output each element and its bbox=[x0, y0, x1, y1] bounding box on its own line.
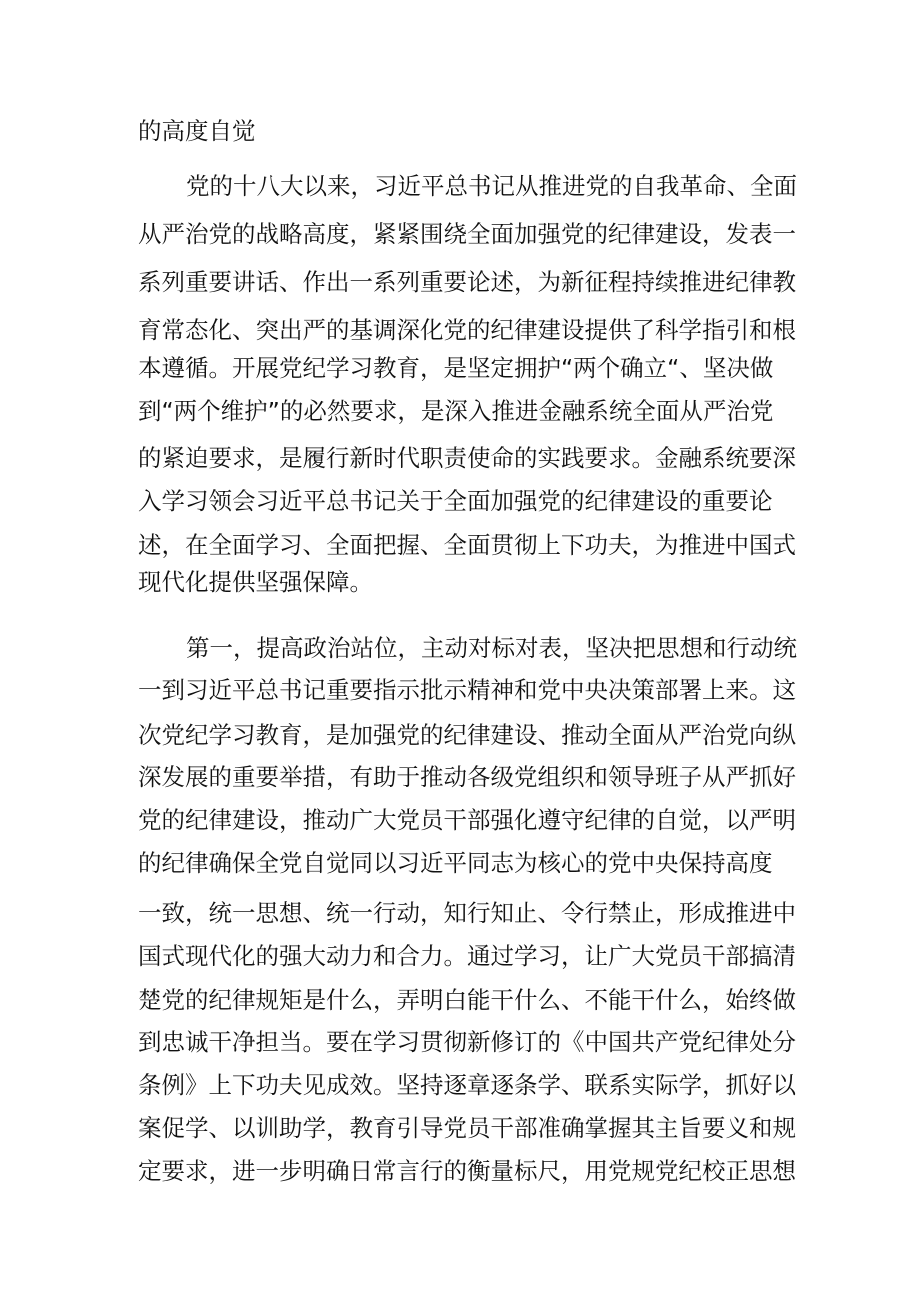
text-line: 楚党的纪律规矩是什么，弄明白能干什么、不能干什么，始终做 bbox=[138, 986, 796, 1014]
text-line: 国式现代化的强大动力和合力。通过学习，让广大党员干部搞清 bbox=[138, 942, 796, 970]
text-line: 的纪律确保全党自觉同以习近平同志为核心的党中央保持高度 bbox=[138, 849, 773, 877]
text-line: 次党纪学习教育，是加强党的纪律建设、推动全面从严治党向纵 bbox=[138, 721, 796, 749]
text-line: 系列重要讲话、作出一系列重要论述，为新征程持续推进纪律教 bbox=[138, 268, 796, 296]
text-line: 的紧迫要求，是履行新时代职责使命的实践要求。金融系统要深 bbox=[138, 444, 796, 472]
text-line: 到忠诚干净担当。要在学习贯彻新修订的《中国共产党纪律处分 bbox=[138, 1028, 796, 1056]
text-line: 到“两个维护”的必然要求，是深入推进金融系统全面从严治党 bbox=[138, 397, 774, 425]
text-line: 现代化提供坚强保障。 bbox=[138, 568, 373, 596]
text-line: 一到习近平总书记重要指示批示精神和党中央决策部署上来。这 bbox=[138, 676, 796, 704]
text-line: 本遵循。开展党纪学习教育，是坚定拥护“两个确立“、坚决做 bbox=[138, 354, 774, 382]
paragraph-1-first-line: 党的十八大以来，习近平总书记从推进党的自我革命、全面 bbox=[186, 172, 797, 200]
text-line: 从严治党的战略高度，紧紧围绕全面加强党的纪律建设，发表一 bbox=[138, 220, 796, 248]
text-line: 一致，统一思想、统一行动，知行知止、令行禁止，形成推进中 bbox=[138, 899, 796, 927]
text-line: 入学习领会习近平总书记关于全面加强党的纪律建设的重要论 bbox=[138, 487, 773, 515]
text-line: 述，在全面学习、全面把握、全面贯彻上下功夫，为推进中国式 bbox=[138, 531, 796, 559]
text-line: 育常态化、突出严的基调深化党的纪律建设提供了科学指引和根 bbox=[138, 316, 796, 344]
text-line: 的高度自觉 bbox=[138, 117, 256, 145]
text-line: 条例》上下功夫见成效。坚持逐章逐条学、联系实际学，抓好以 bbox=[138, 1071, 796, 1099]
text-line: 深发展的重要举措，有助于推动各级党组织和领导班子从严抓好 bbox=[138, 763, 796, 791]
text-line: 案促学、以训助学，教育引导党员干部准确掌握其主旨要义和规 bbox=[138, 1114, 796, 1142]
paragraph-2-first-line: 第一，提高政治站位，主动对标对表，坚决把思想和行动统 bbox=[186, 634, 797, 662]
text-line: 定要求，进一步明确日常言行的衡量标尺，用党规党纪校正思想 bbox=[138, 1157, 796, 1185]
text-line: 党的纪律建设，推动广大党员干部强化遵守纪律的自觉，以严明 bbox=[138, 806, 796, 834]
